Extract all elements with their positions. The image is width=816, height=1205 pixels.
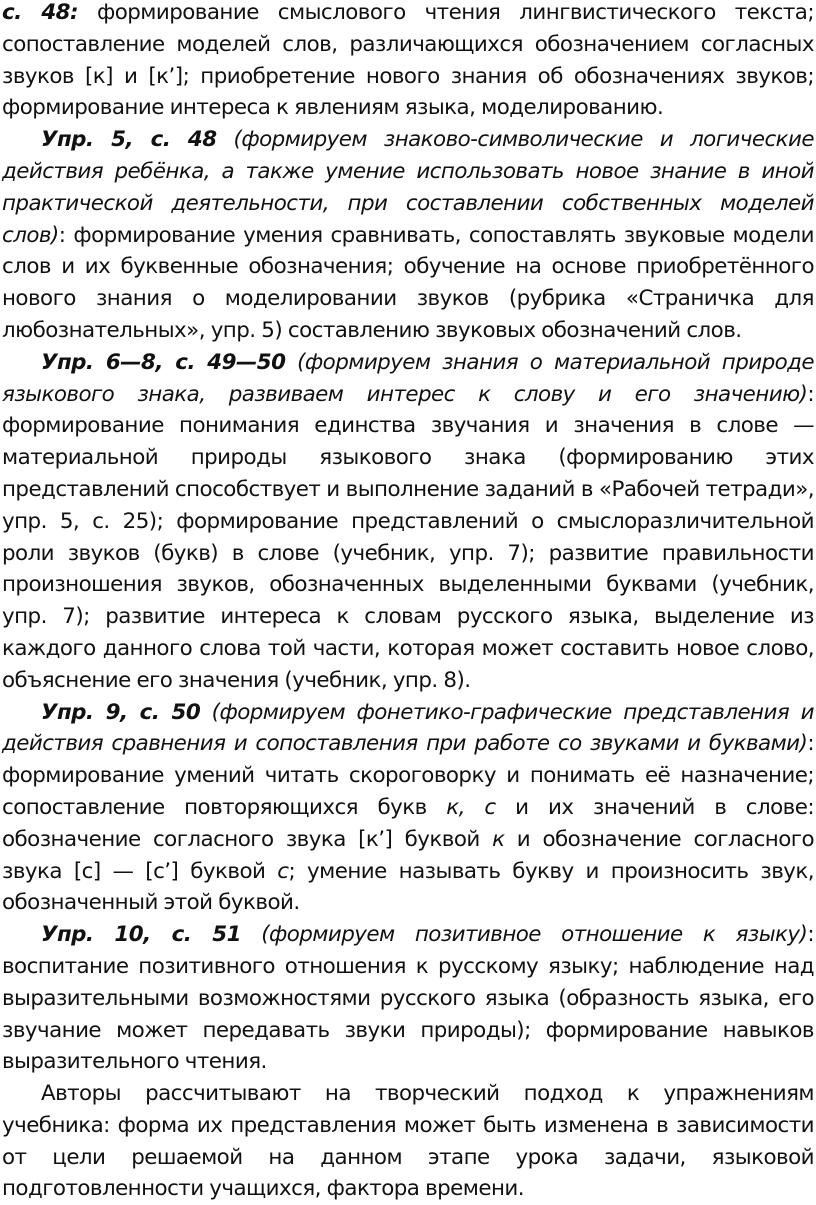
paragraph-text: и обозначение согласного звука [с] — [с’] буквой [2, 826, 814, 884]
paragraph-text: : формирование умения сравнивать, сопоставлять звуковые модели слов и их буквенные обозначения; обучение на основе приобретённого нового знания о моделировании звуков (рубрика «Страничка для любознательных», упр. 5) составлению звуковых обозначений слов. [2, 222, 814, 343]
paragraph-page-48-continuation [2, 0, 814, 124]
paragraph-exercise-6-8 [2, 347, 814, 697]
paragraph-text: : формирование понимания единства звучания и значения в слове — материальной природы языкового знака (формированию этих представлений способствует и выполнение заданий в «Рабочей тетради», упр. 5, с. 25); формирование представлений о смыслоразличительной роли звуков (букв) в слове (учебник, упр. 7); развитие правильности произношения звуков, обозначенных выделенными буквами (учебник, упр. 7); развитие интереса к словам русского языка, выделение из каждого данного слова той части, которая может составить новое слово, объяснение его значения (учебник, упр. 8). [2, 381, 814, 693]
letter-k: к [492, 826, 505, 852]
exercise-focus: (формируем фонетико-графические представления и действия сравнения и сопоставления при работе со звуками и буквами) [2, 699, 814, 757]
paragraph-text: Авторы рассчитывают на творческий подход к упражнениям учебника: форма их представления может быть изменена в зависимости от цели решаемой на данном этапе урока задачи, языковой подготовленности учащихся, фактора времени. [2, 1081, 814, 1202]
exercise-reference: с. 48: [2, 0, 79, 25]
paragraph-text: : воспитание позитивного отношения к русскому языку; наблюдение над выразительными возможностями русского языка (образность языка, его звучание может передавать звуки природы); формирование навыков выразительного чтения. [2, 922, 814, 1075]
paragraph-exercise-10 [2, 919, 814, 1078]
exercise-reference: Упр. 9, с. 50 [41, 699, 201, 725]
paragraph-exercise-9 [2, 697, 814, 920]
paragraph-text: ; умение называть букву и произносить звук, обозначенный этой буквой. [2, 858, 814, 916]
paragraph-exercise-5 [2, 124, 814, 347]
exercise-focus: (формируем знания о материальной природе языкового знака, развиваем интерес к слову и его значению) [2, 349, 814, 407]
exercise-focus: (формируем знаково-символические и логические действия ребёнка, а также умение использовать новое знание в иной практической деятельности, при составлении собственных моделей слов) [2, 127, 815, 248]
letters-k-s: к, с [446, 794, 496, 820]
exercise-focus: (формируем позитивное отношение к языку) [240, 922, 808, 948]
exercise-reference: Упр. 6—8, с. 49—50 [41, 349, 286, 375]
paragraph-text: формирование смыслового чтения лингвистического текста; сопоставление моделей слов, различающихся обозначением согласных звуков [к] и [к’]; приобретение нового знания об обозначениях звуков; формирование интереса к явлениям языка, моделированию. [2, 0, 815, 121]
exercise-reference: Упр. 5, с. 48 [41, 127, 217, 153]
letter-s: с [277, 858, 289, 884]
paragraph-text: : формирование умений читать скороговорку и понимать её назначение; сопоставление повторяющихся букв [2, 731, 814, 820]
exercise-reference: Упр. 10, с. 51 [41, 922, 241, 948]
paragraph-text: и их значений в слове: обозначение согласного звука [к’] буквой [2, 794, 814, 852]
paragraph-authors-note [2, 1078, 814, 1205]
